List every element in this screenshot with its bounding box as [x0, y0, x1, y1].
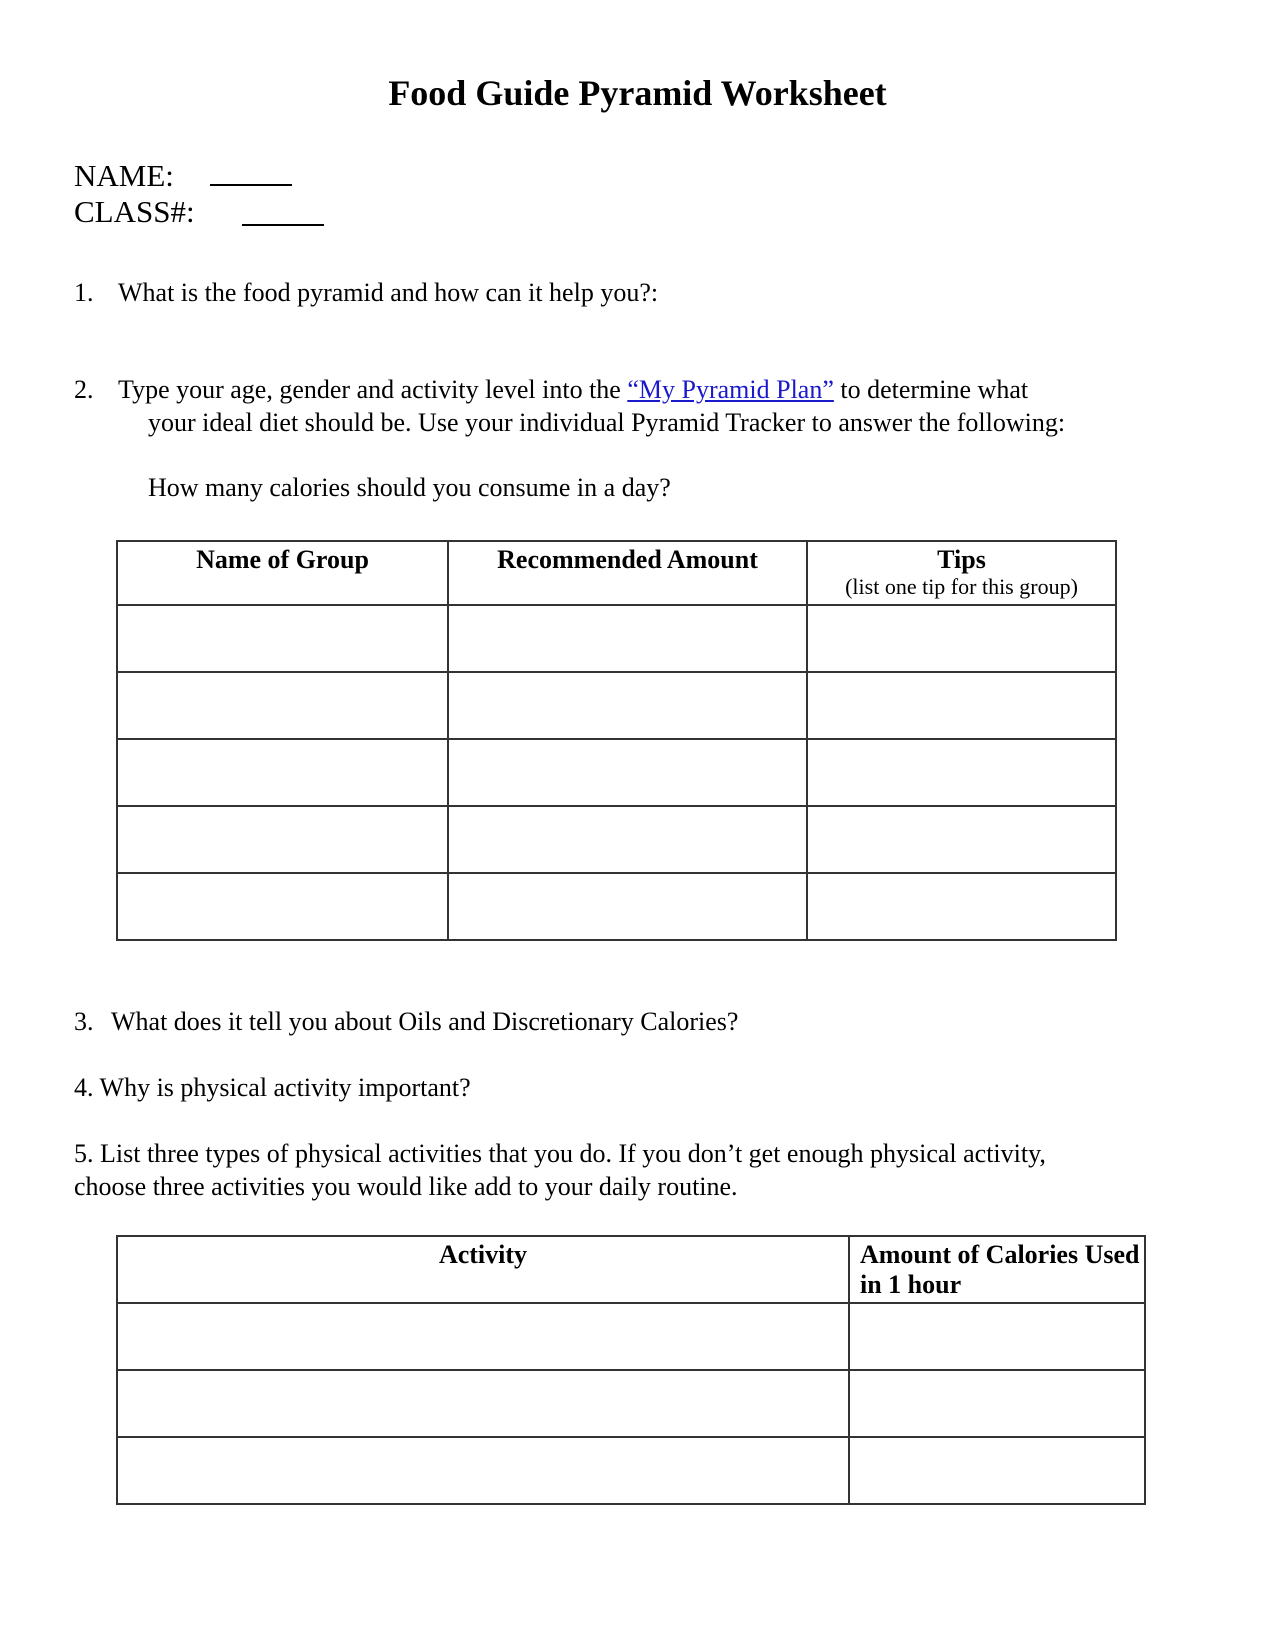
recommended-amount-cell[interactable] [448, 739, 807, 806]
group-name-cell[interactable] [117, 873, 448, 940]
question-number: 1. [74, 278, 94, 307]
question-text: What does it tell you about Oils and Discretionary Calories? [111, 1007, 739, 1036]
question-text-continued: to determine what [833, 375, 1029, 404]
group-name-cell[interactable] [117, 739, 448, 806]
name-field-label: NAME: [74, 158, 174, 193]
tip-cell[interactable] [807, 672, 1116, 739]
page-title: Food Guide Pyramid Worksheet [388, 73, 887, 113]
question-5 [74, 1137, 1046, 1171]
table-row [117, 873, 1116, 940]
table-row [117, 1303, 1145, 1370]
table-row [117, 672, 1116, 739]
tip-cell[interactable] [807, 605, 1116, 672]
header-amount-of-calories: Amount of Calories Used in 1 hour [849, 1236, 1145, 1303]
table-row [117, 739, 1116, 806]
question-number: 2. [74, 375, 94, 404]
question-number: 4. [74, 1073, 94, 1102]
recommended-amount-cell[interactable] [448, 672, 807, 739]
my-pyramid-plan-link[interactable]: “My Pyramid Plan” [627, 375, 834, 404]
header-name-of-group: Name of Group [117, 541, 448, 605]
question-4 [74, 1071, 471, 1105]
recommended-amount-cell[interactable] [448, 806, 807, 873]
name-input-line[interactable] [210, 184, 292, 186]
table-header-row [117, 1236, 1145, 1303]
tip-cell[interactable] [807, 739, 1116, 806]
activity-cell[interactable] [117, 1303, 849, 1370]
header-activity: Activity [117, 1236, 849, 1303]
question-5-line-2: choose three activities you would like add to your daily routine. [74, 1172, 738, 1201]
question-text: Type your age, gender and activity level into the [118, 375, 628, 404]
tip-cell[interactable] [807, 806, 1116, 873]
question-2 [74, 373, 1028, 407]
table-row [117, 1370, 1145, 1437]
question-number: 3. [74, 1007, 94, 1036]
question-1 [74, 276, 658, 310]
food-group-table [116, 540, 1117, 941]
calories-cell[interactable] [849, 1370, 1145, 1437]
activity-cell[interactable] [117, 1437, 849, 1504]
table-header-row [117, 541, 1116, 605]
group-name-cell[interactable] [117, 605, 448, 672]
question-3 [74, 1005, 738, 1039]
calories-cell[interactable] [849, 1437, 1145, 1504]
recommended-amount-cell[interactable] [448, 873, 807, 940]
header-tips-label: Tips [937, 545, 986, 574]
table-row [117, 605, 1116, 672]
header-recommended-amount: Recommended Amount [448, 541, 807, 605]
activity-cell[interactable] [117, 1370, 849, 1437]
header-tips [807, 541, 1116, 605]
question-text: List three types of physical activities that you do. If you don’t get enough physical activity, [100, 1139, 1046, 1168]
header-tips-subheader: (list one tip for this group) [845, 574, 1078, 599]
recommended-amount-cell[interactable] [448, 605, 807, 672]
question-2-line-2: your ideal diet should be. Use your individual Pyramid Tracker to answer the following: [148, 408, 1066, 437]
calories-question: How many calories should you consume in a day? [148, 473, 671, 502]
activity-table [116, 1235, 1146, 1505]
tip-cell[interactable] [807, 873, 1116, 940]
question-number: 5. [74, 1139, 94, 1168]
table-row [117, 1437, 1145, 1504]
question-text: What is the food pyramid and how can it help you?: [118, 278, 659, 307]
class-input-line[interactable] [242, 224, 324, 226]
calories-cell[interactable] [849, 1303, 1145, 1370]
group-name-cell[interactable] [117, 806, 448, 873]
class-field-label: CLASS#: [74, 194, 195, 229]
group-name-cell[interactable] [117, 672, 448, 739]
question-text: Why is physical activity important? [99, 1073, 471, 1102]
table-row [117, 806, 1116, 873]
